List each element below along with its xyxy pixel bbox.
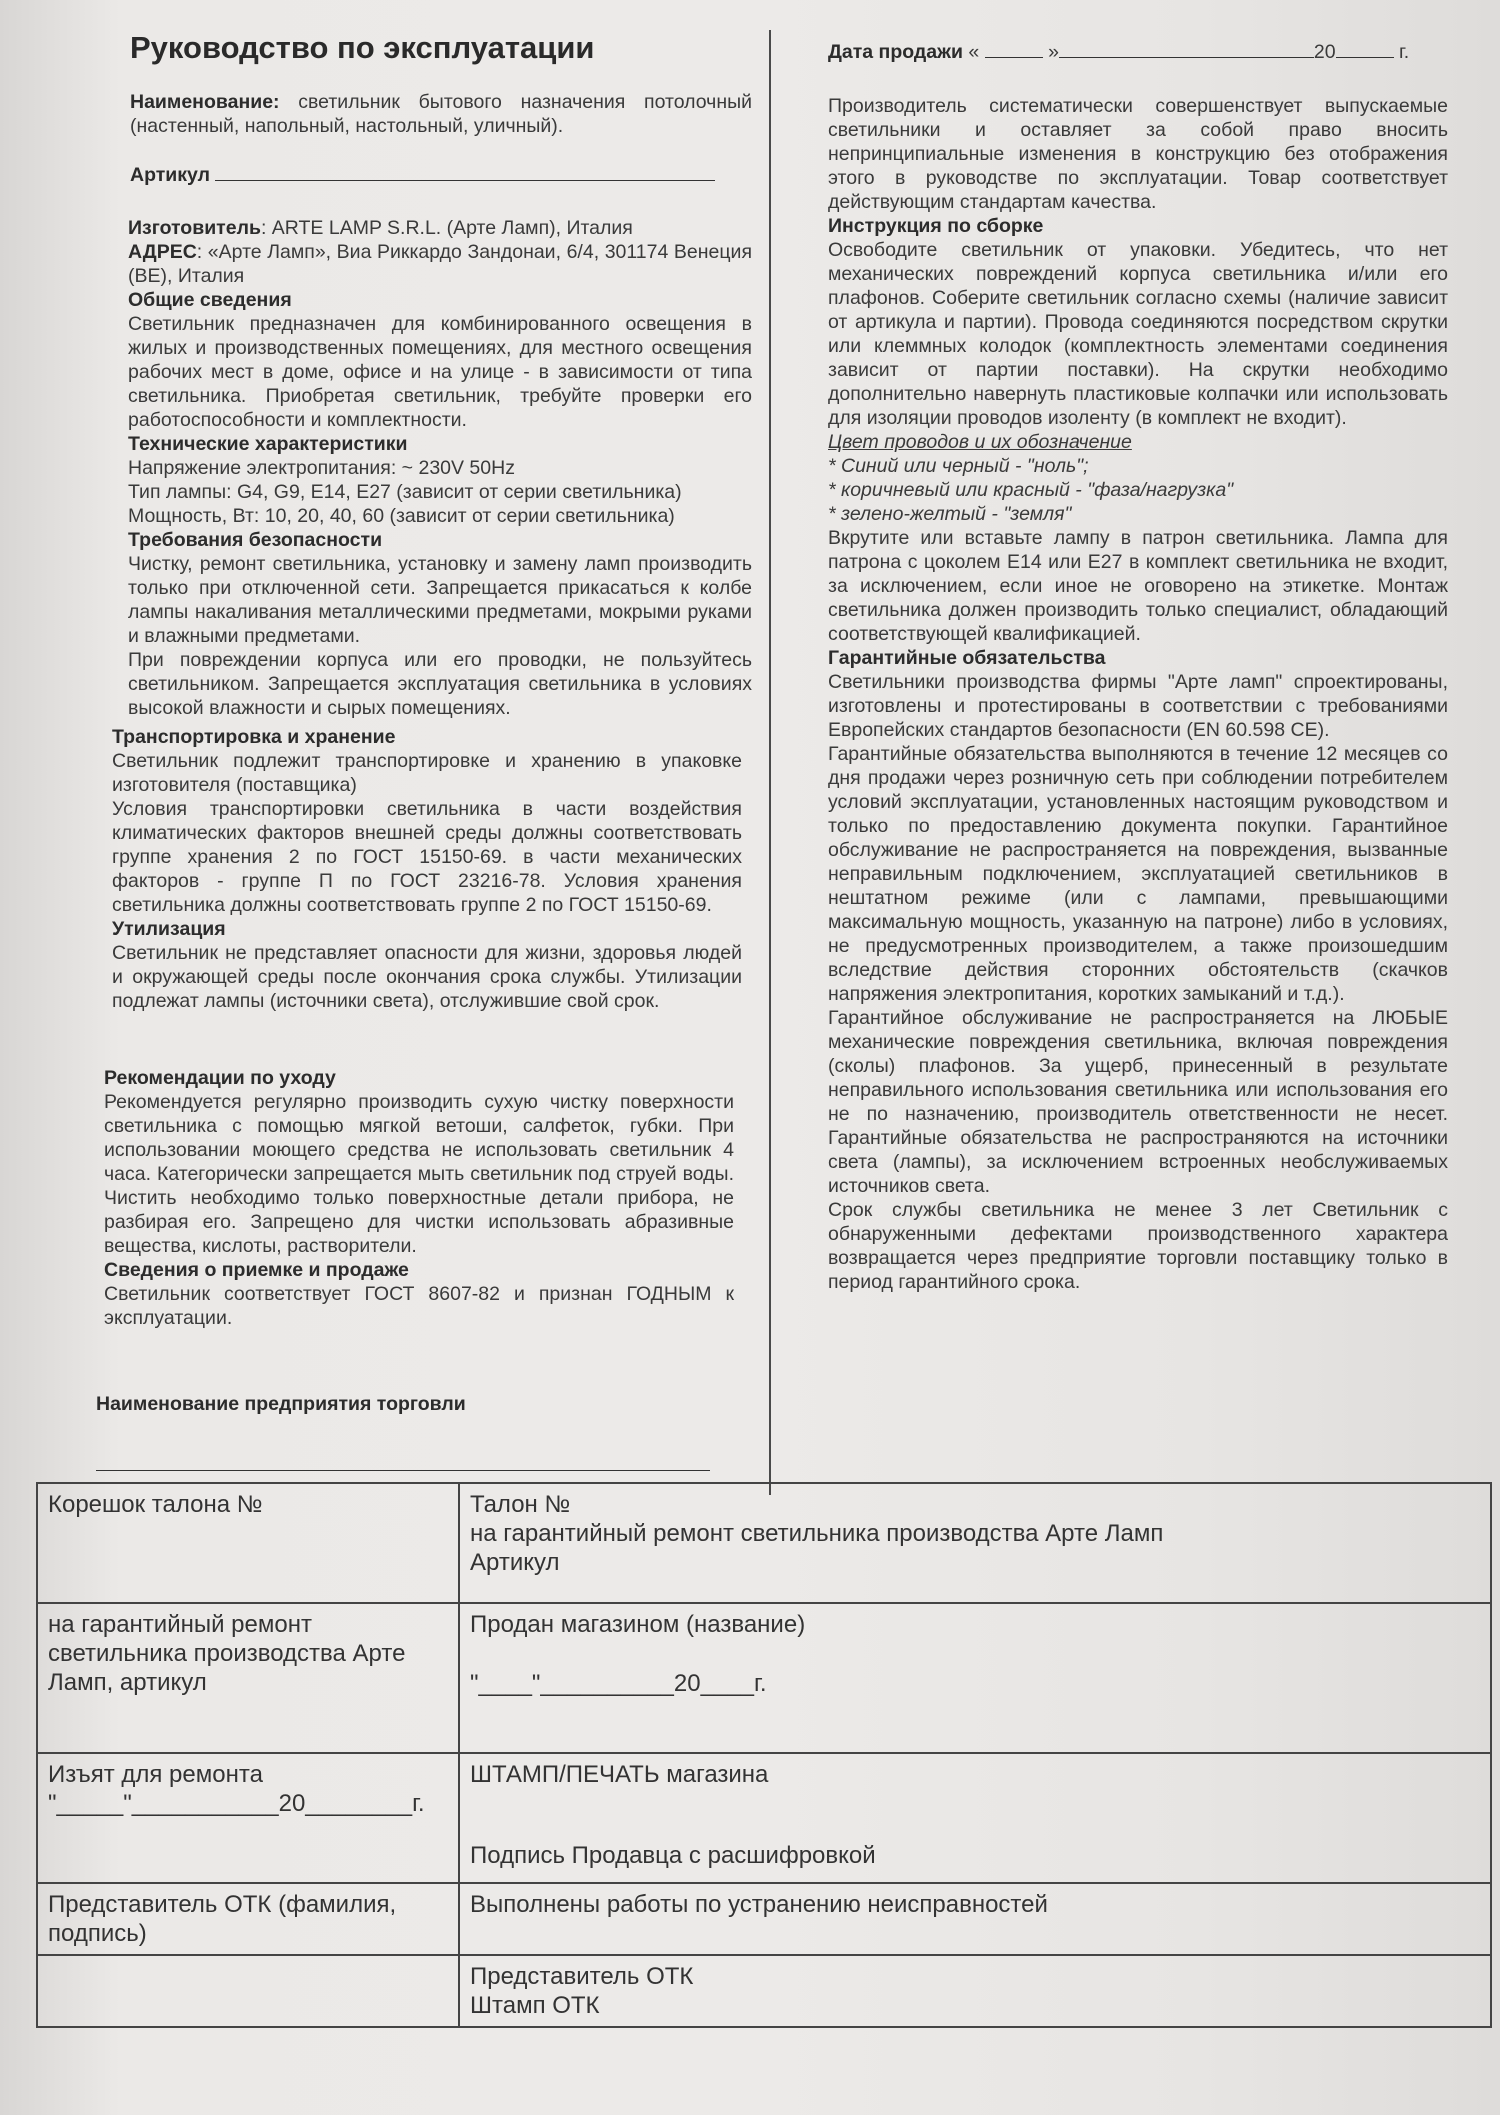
coupon-withdrawn-date: "_____"___________20________г. [48,1790,425,1817]
coupon-sold-date: "____"__________20____г. [470,1670,767,1697]
coupon-article: Артикул [470,1549,560,1576]
tech-heading: Технические характеристики [128,433,408,455]
coupon-otk-rep-2: Представитель ОТК [470,1963,694,1990]
transport-text-2: Условия транспортировки светильника в части воздействия климатических факторов внешней среды должны соответствовать группе хранения 2 по ГОСТ 15150-69. в части механических факторов - группе П по ГОСТ 23216-78. Условия хранения светильника должны соответствовать группе 2 по ГОСТ 15150-69. [112,798,742,916]
sale-date-row [828,40,1444,64]
coupon-sold-by: Продан магазином (название) [470,1611,806,1638]
transport-section [112,725,742,1013]
coupon-seller-signature: Подпись Продавца с расшифровкой [470,1842,876,1869]
name-value: светильник бытового назначения потолочный (настенный, напольный, настольный, уличный). [130,91,752,137]
tech-power: Мощность, Вт: 10, 20, 40, 60 (зависит от серии светильника) [128,505,675,527]
tech-voltage: Напряжение электропитания: ~ 230V 50Hz [128,457,515,479]
wires-heading: Цвет проводов и их обозначение [828,431,1132,453]
sale-day-line [985,57,1043,58]
maker-section [128,216,752,720]
coupon-empty-cell [37,1955,459,2027]
safety-text-2: При повреждении корпуса или его проводки, не пользуйтесь светильником. Запрещается эксплуатация светильника в условиях высокой влажности и сырых помещениях. [128,649,752,719]
accept-text: Светильник соответствует ГОСТ 8607-82 и признан ГОДНЫМ к эксплуатации. [104,1283,734,1329]
transport-text-1: Светильник подлежит транспортировке и хранению в упаковке изготовителя (поставщика) [112,750,742,796]
assembly-heading: Инструкция по сборке [828,215,1044,237]
warranty-heading: Гарантийные обязательства [828,647,1106,669]
wire-neutral: * Синий или черный - "ноль"; [828,455,1089,477]
name-section [130,90,752,138]
maker-value: : ARTE LAMP S.R.L. (Арте Ламп), Италия [260,217,633,239]
warranty-text-4: Срок службы светильника не менее 3 лет Светильник с обнаруженными дефектами производственного характера возвращается через предприятие торговли поставщику только в период гарантийного срока. [828,1199,1448,1293]
coupon-repair-title: на гарантийный ремонт светильника производства Арте Ламп [470,1520,1164,1547]
coupon-stamp: ШТАМП/ПЕЧАТЬ магазина [470,1761,769,1788]
warranty-text-1: Светильники производства фирмы "Арте ламп" спроектированы, изготовлены и протестированы в соответствии с требованиями Европейских стандартов безопасности (EN 60.598 CE). [828,671,1448,741]
wire-ground: * зелено-желтый - "земля" [828,503,1072,525]
warranty-text-3: Гарантийное обслуживание не распространяется на ЛЮБЫЕ механические повреждения светильника, включая повреждения (сколы) плафонов. За ущерб, принесенный в результате неправильного использования светильника или использования его не по назначению, производитель ответственности не несет. Гарантийные обязательства не распространяются на источники света (лампы), за исключением встроенных необслуживаемых источников света. [828,1007,1448,1197]
general-heading: Общие сведения [128,289,292,311]
warranty-text-2: Гарантийные обязательства выполняются в течение 12 месяцев со дня продажи через розничную сеть при соблюдении потребителем условий эксплуатации, установленных настоящим руководством и только по предоставлению документа покупки. Гарантийное обслуживание не распространяется на повреждения, вызванные неправильным подключением, эксплуатацией светильников в нештатном режиме (или с лампами, превышающими максимальную мощность, указанную на патроне) либо в условиях, не предусмотренных производителем, а также произошедшим вследствие действия сторонних обстоятельств (скачков напряжения электропитания, коротких замыканий и т.д.). [828,743,1448,1005]
address-label: АДРЕС [128,241,197,263]
column-divider [769,30,771,1495]
sale-year-suffix: г. [1399,41,1410,63]
care-text: Рекомендуется регулярно производить сухую чистку поверхности светильника с помощью мягкой ветоши, салфеток, губки. При использовании моющего средства не использовать светильник 4 часа. Категорически запрещается мыть светильник под струей воды. Чистить необходимо только поверхностные детали прибора, не разбирая его. Запрещено для чистки использовать абразивные вещества, кислоты, растворители. [104,1091,734,1257]
coupon-stamp-cell [459,1753,1491,1883]
trade-heading: Наименование предприятия торговли [96,1393,466,1415]
coupon-otk-cell [459,1955,1491,2027]
safety-text-1: Чистку, ремонт светильника, установку и замену ламп производить только при отключенной сети. Запрещается прикасаться к колбе лампы накаливания металлическими предметами, мокрыми руками и влажными предметами. [128,553,752,647]
care-section [104,1066,734,1330]
transport-heading: Транспортировка и хранение [112,726,396,748]
sale-year-prefix: 20 [1313,41,1336,63]
sale-date-label: Дата продажи [828,41,963,63]
intro-text: Производитель систематически совершенствует выпускаемые светильники и оставляет за собой право вносить непринципиальные изменения в конструкцию без отображения этого в руководстве по эксплуатации. Товар соответствует действующим стандартам качества. [828,95,1448,213]
sale-year-line [1336,57,1394,58]
sale-quote-open: « [968,41,980,63]
page-title: Руководство по эксплуатации [130,30,595,65]
coupon-withdrawn: Изъят для ремонта [48,1761,263,1788]
maker-label: Изготовитель [128,217,261,239]
coupon-number-cell [459,1483,1491,1603]
coupon-stub-repair: на гарантийный ремонт светильника производства Арте Ламп, артикул [37,1603,459,1753]
accept-heading: Сведения о приемке и продаже [104,1259,409,1281]
coupon-otk-rep: Представитель ОТК (фамилия, подпись) [37,1883,459,1955]
coupon-otk-stamp: Штамп ОТК [470,1992,600,2019]
sale-quote-close: » [1048,41,1059,63]
article-label: Артикул [130,164,211,186]
name-label: Наименование: [130,91,280,113]
sale-month-line [1059,57,1314,58]
warranty-coupon [36,1482,1492,2027]
lamp-text: Вкрутите или вставьте лампу в патрон светильника. Лампа для патрона с цоколем E14 или E27 в комплект светильника не входит, за исключением, если иное не оговорено на этикетке. Монтаж светильника должен производить только специалист, обладающий соответствующей квалификацией. [828,527,1448,645]
article-line [215,180,715,181]
safety-heading: Требования безопасности [128,529,383,551]
tech-lamp-type: Тип лампы: G4, G9, E14, E27 (зависит от серии светильника) [128,481,682,503]
util-text: Светильник не представляет опасности для жизни, здоровья людей и окружающей среды после окончания срока службы. Утилизации подлежат лампы (источники света), отслужившие свой срок. [112,942,742,1012]
coupon-sold-cell [459,1603,1491,1753]
general-text: Светильник предназначен для комбинированного освещения в жилых и производственных помещениях, для местного освещения рабочих мест в доме, офисе и на улице - в зависимости от типа светильника. Приобретая светильник, требуйте проверки его работоспособности и комплектности. [128,313,752,431]
right-column-text [828,94,1448,1294]
article-section [130,163,752,187]
trade-line [96,1450,710,1471]
wire-phase: * коричневый или красный - "фаза/нагрузка" [828,479,1234,501]
util-heading: Утилизация [112,918,226,940]
coupon-withdrawn-cell [37,1753,459,1883]
address-value: : «Арте Ламп», Виа Риккардо Зандонаи, 6/4, 301174 Венеция (BE), Италия [128,241,752,287]
coupon-works-done: Выполнены работы по устранению неисправностей [459,1883,1491,1955]
care-heading: Рекомендации по уходу [104,1067,336,1089]
trade-section [96,1392,736,1471]
coupon-number: Талон № [470,1491,571,1518]
coupon-stub-number: Корешок талона № [37,1483,459,1603]
assembly-text: Освободите светильник от упаковки. Убедитесь, что нет механических повреждений корпуса светильника и/или его плафонов. Соберите светильник согласно схемы (наличие зависит от артикула и партии). Провода соединяются посредством скрутки или клеммных колодок (комплектность элементами соединения зависит от партии поставки). На скрутки необходимо дополнительно навернуть пластиковые колпачки или использовать для изоляции проводов изоленту (в комплект не входит). [828,239,1448,429]
